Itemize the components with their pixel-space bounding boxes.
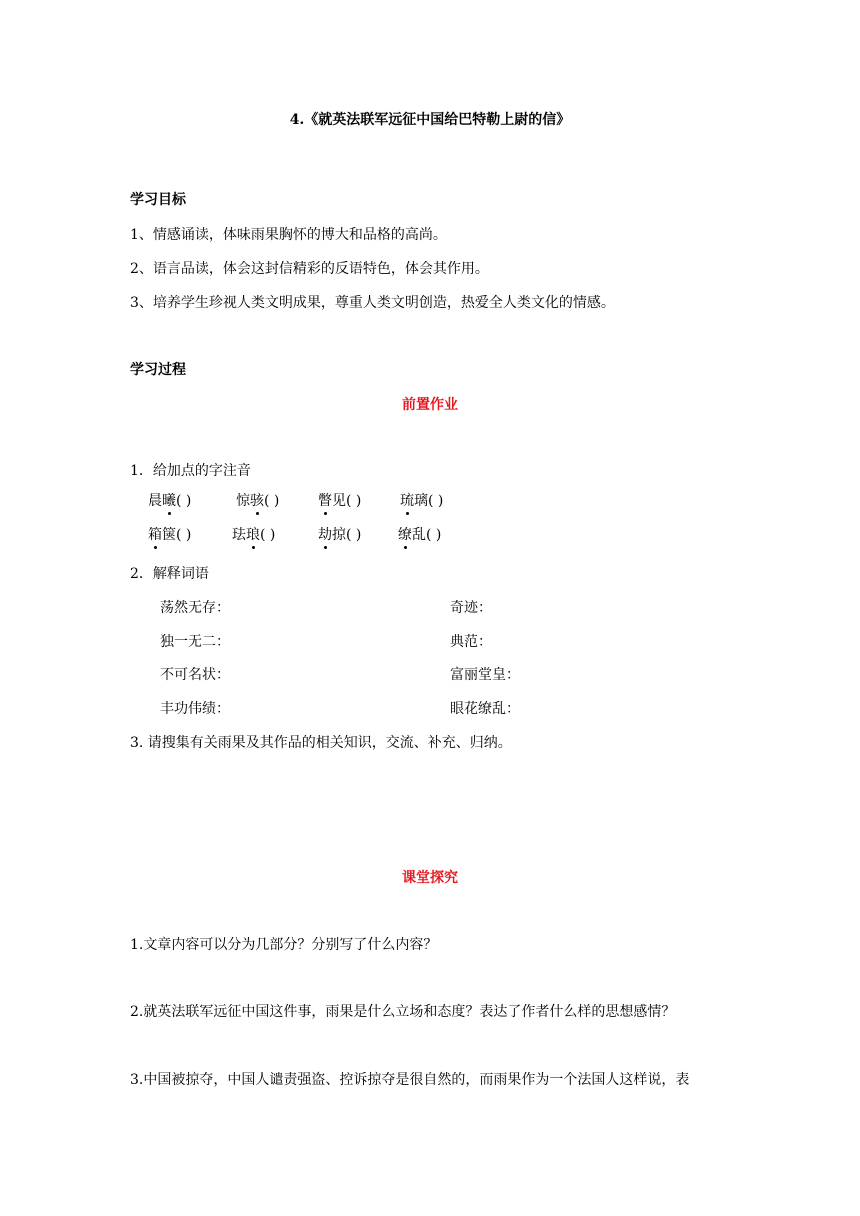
question-3: 3. 请搜集有关雨果及其作品的相关知识，交流、补充、归纳。 [130, 735, 512, 751]
page-title: 4.《就英法联军远征中国给巴特勒上尉的信》 [289, 112, 571, 128]
question-1-label: 1．给加点的字注音 [130, 463, 251, 479]
pinyin-item: 瞥见( ) [318, 493, 362, 509]
term-item: 眼花缭乱： [450, 701, 520, 717]
inquiry-question: 2.就英法联军远征中国这件事，雨果是什么立场和态度？表达了作者什么样的思想感情？ [130, 1004, 676, 1020]
inquiry-question: 1.文章内容可以分为几部分？分别写了什么内容？ [130, 937, 438, 953]
inquiry-question: 3.中国被掠夺，中国人谴责强盗、控诉掠夺是很自然的，而雨果作为一个法国人这样说，表 [130, 1072, 690, 1088]
term-item: 丰功伟绩： [160, 701, 230, 717]
term-item: 荡然无存： [160, 600, 230, 616]
process-heading: 学习过程 [130, 362, 186, 378]
goals-heading: 学习目标 [130, 192, 186, 208]
term-item: 典范： [450, 634, 492, 650]
term-item: 奇迹： [450, 600, 492, 616]
term-item: 独一无二： [160, 634, 230, 650]
pinyin-item: 晨曦( ) [148, 493, 192, 509]
pinyin-item: 劫掠( ) [318, 527, 362, 543]
class-inquiry-heading: 课堂探究 [402, 870, 458, 886]
goal-item: 1、情感诵读，体味雨果胸怀的博大和品格的高尚。 [130, 227, 447, 243]
term-item: 富丽堂皇： [450, 667, 520, 683]
pinyin-item: 琉璃( ) [400, 493, 444, 509]
goal-item: 2、语言品读，体会这封信精彩的反语特色，体会其作用。 [130, 261, 489, 277]
pinyin-item: 珐琅( ) [232, 527, 276, 543]
goal-item: 3、培养学生珍视人类文明成果，尊重人类文明创造，热爱全人类文化的情感。 [130, 295, 615, 311]
pre-work-heading: 前置作业 [402, 397, 458, 413]
pinyin-item: 惊骇( ) [236, 493, 280, 509]
pinyin-item: 缭乱( ) [398, 527, 442, 543]
term-item: 不可名状： [160, 667, 230, 683]
pinyin-item: 箱箧( ) [148, 527, 192, 543]
question-2-label: 2．解释词语 [130, 566, 209, 582]
